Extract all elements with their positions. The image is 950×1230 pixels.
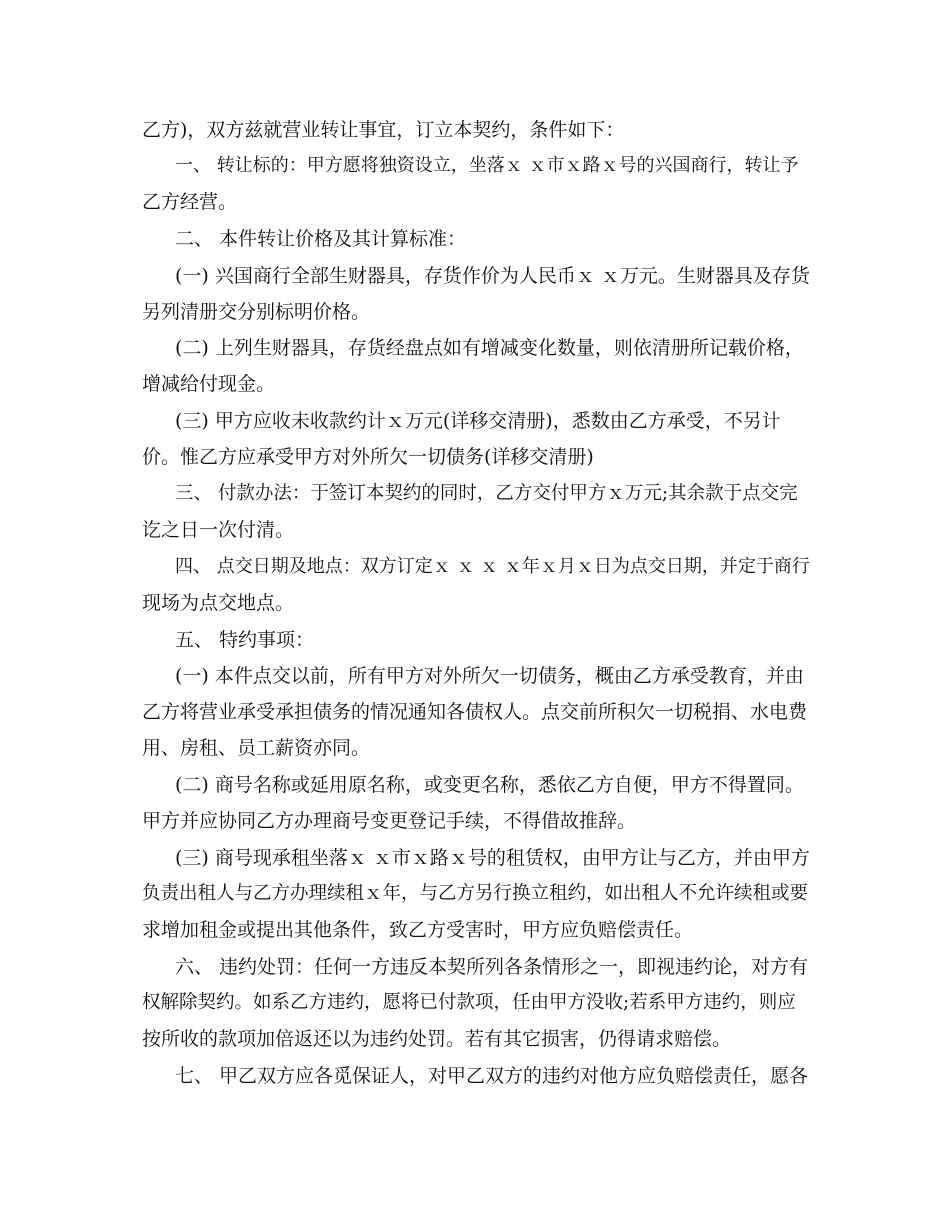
text-line: 讫之日一次付清。 [142, 519, 295, 541]
text-line: (三) 甲方应收未收款约计ｘ万元(详移交清册)，悉数由乙方承受，不另计 [175, 410, 781, 432]
text-line: (二) 商号名称或延用原名称，或变更名称，悉依乙方自便，甲方不得置同。 [175, 774, 804, 796]
text-line: 四、 点交日期及地点：双方订定ｘ ｘ ｘ ｘ年ｘ月ｘ日为点交日期，并定于商行 [175, 556, 810, 577]
text-line: 五、 特约事项： [175, 629, 315, 651]
text-line: 七、 甲乙双方应各觅保证人，对甲乙双方的违约对他方应负赔偿责任，愿各 [175, 1065, 809, 1087]
text-line: 乙方将营业承受承担债务的情况通知各债权人。点交前所积欠一切税捐、水电费 [142, 701, 808, 723]
text-line: 权解除契约。如系乙方违约，愿将已付款项，任由甲方没收;若系甲方违约，则应 [142, 992, 796, 1013]
text-line: 乙方经营。 [142, 191, 238, 213]
text-line: 二、 本件转让价格及其计算标准： [175, 228, 467, 250]
text-line: 价。惟乙方应承受甲方对外所欠一切债务(详移交清册) [142, 446, 594, 468]
text-line: (三) 商号现承租坐落ｘ ｘ市ｘ路ｘ号的租赁权，由甲方让与乙方，并由甲方 [175, 847, 810, 869]
text-line: 一、 转让标的：甲方愿将独资设立，坐落ｘ ｘ市ｘ路ｘ号的兴国商行，转让予 [175, 155, 799, 176]
text-line: 按所收的款项加倍返还以为违约处罚。若有其它损害，仍得请求赔偿。 [142, 1028, 732, 1050]
text-line: 甲方并应协同乙方办理商号变更登记手续，不得借故推辞。 [142, 810, 637, 832]
text-line: 现场为点交地点。 [142, 592, 295, 614]
text-line: (二) 上列生财器具，存货经盘点如有增减变化数量，则依清册所记载价格， [175, 337, 804, 359]
text-line: 另列清册交分别标明价格。 [142, 301, 371, 323]
text-line: 乙方)，双方兹就营业转让事宜，订立本契约，条件如下： [142, 119, 625, 141]
text-line: 负责出租人与乙方办理续租ｘ年，与乙方另行换立租约，如出租人不允许续租或要 [142, 883, 809, 904]
text-line: 三、 付款办法：于签订本契约的同时，乙方交付甲方ｘ万元;其余款于点交完 [175, 483, 798, 504]
text-line: (一) 本件点交以前，所有甲方对外所欠一切债务，概由乙方承受教育，并由 [175, 665, 804, 687]
text-line: 用、房租、员工薪资亦同。 [142, 737, 371, 759]
text-line: 求增加租金或提出其他条件，致乙方受害时，甲方应负赔偿责任。 [142, 919, 694, 941]
text-line: 增减给付现金。 [142, 373, 276, 395]
text-line: (一) 兴国商行全部生财器具，存货作价为人民币ｘ ｘ万元。生财器具及存货 [175, 265, 810, 287]
text-line: 六、 违约处罚：任何一方违反本契所列各条情形之一，即视违约论，对方有 [175, 956, 809, 978]
